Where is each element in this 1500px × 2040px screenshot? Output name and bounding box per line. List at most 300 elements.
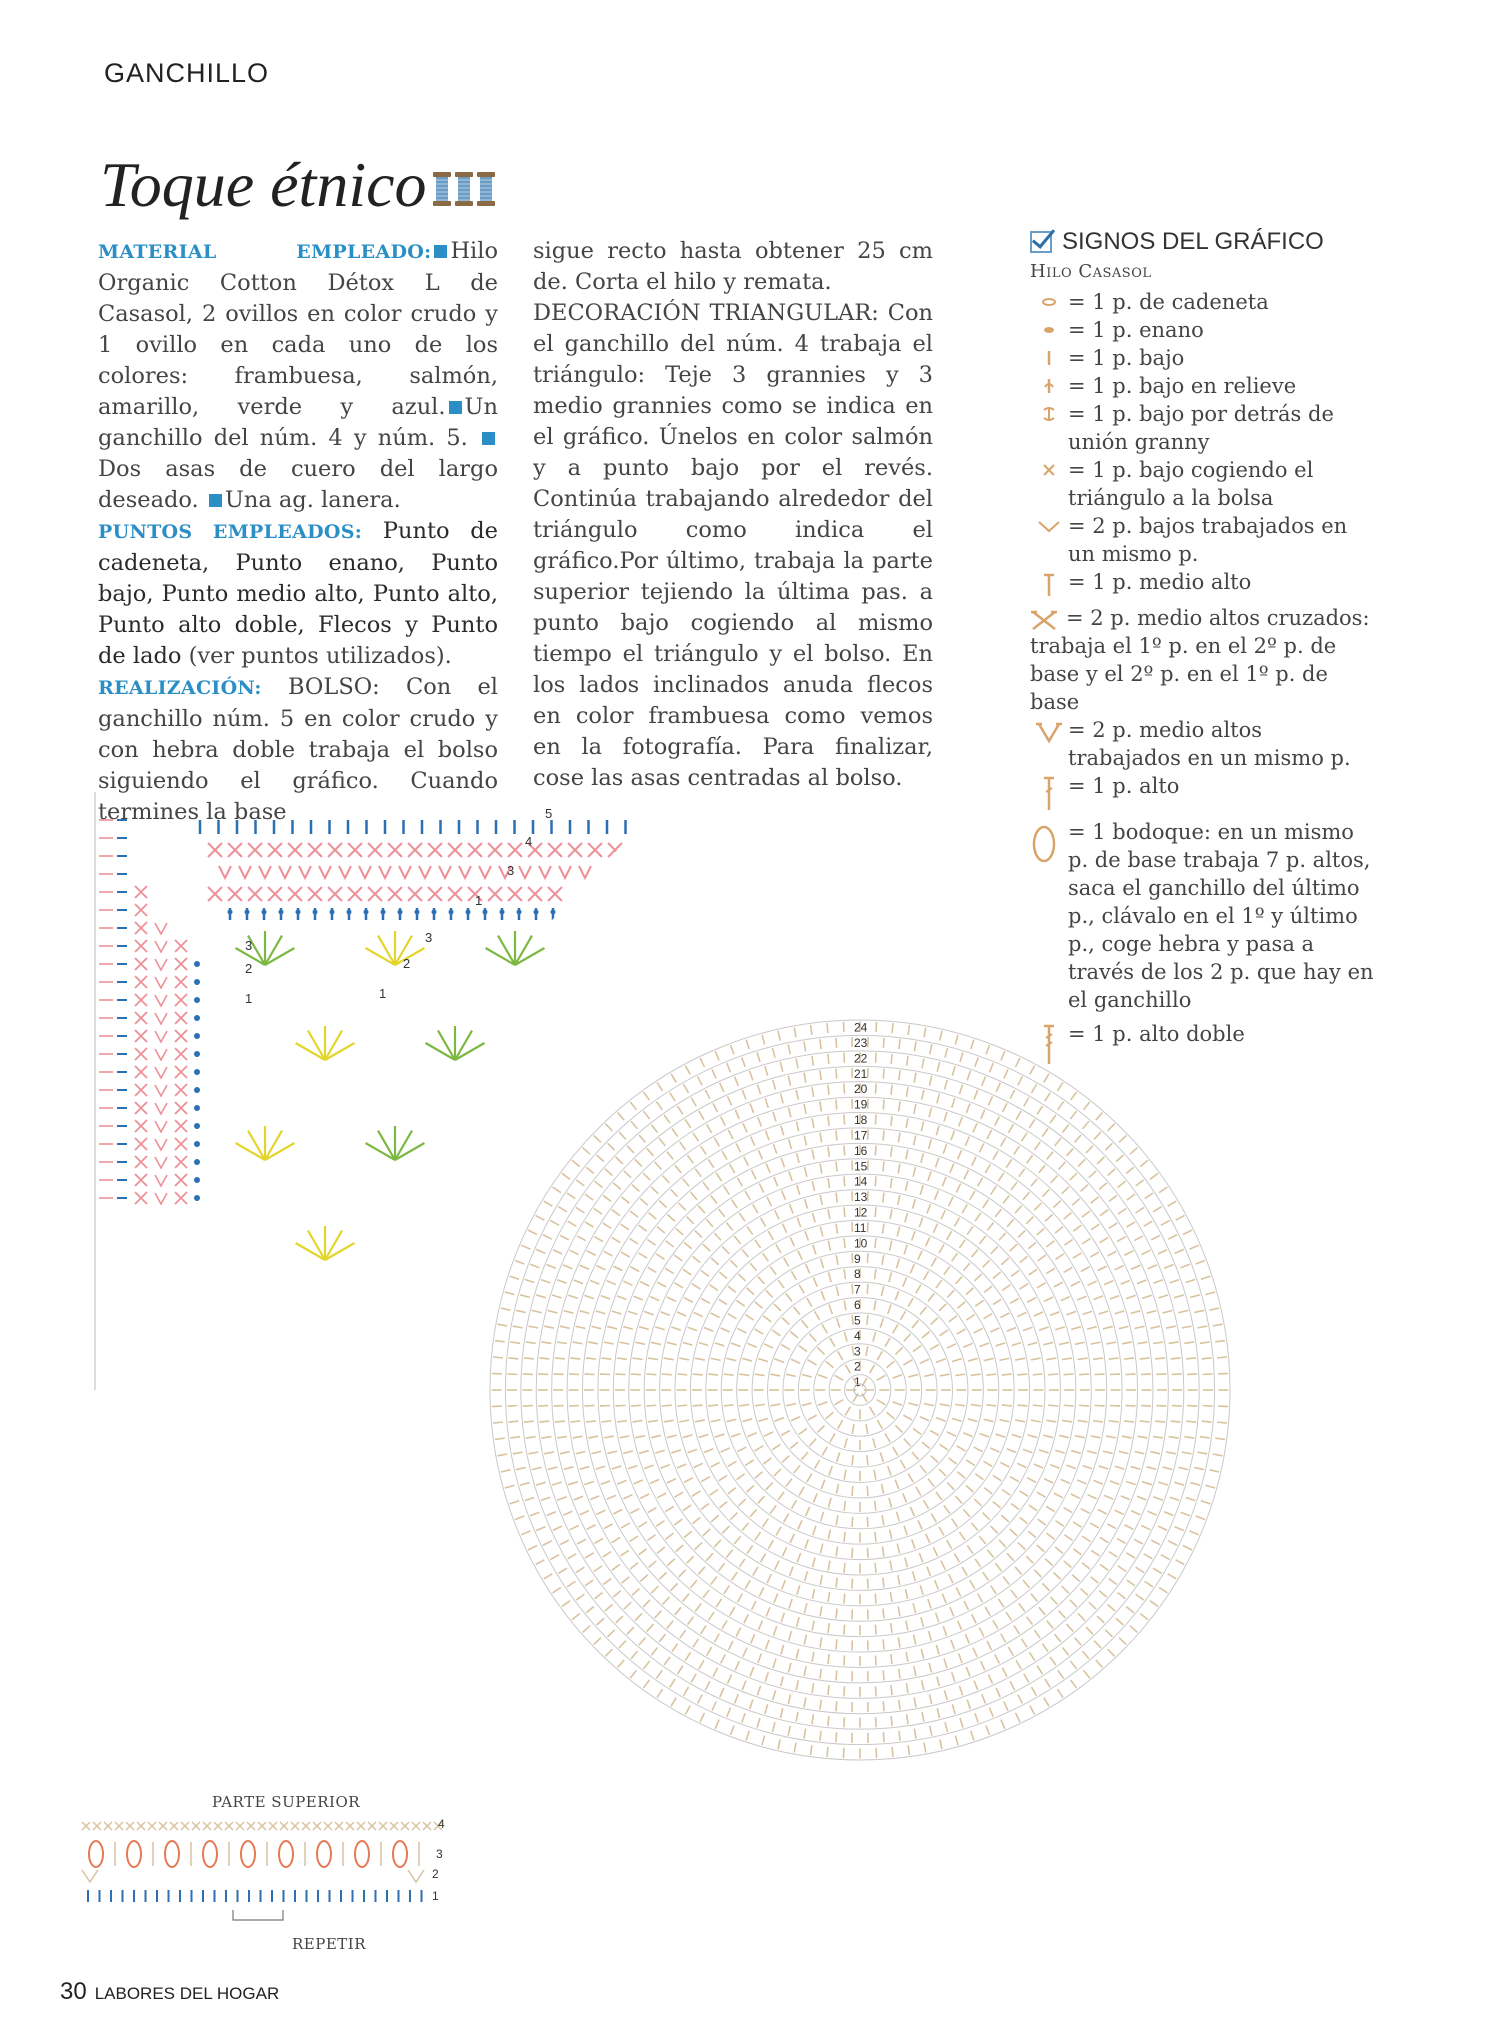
stitch-mark <box>547 1265 556 1269</box>
stitch-mark <box>567 1193 575 1199</box>
stitch-mark <box>807 1298 812 1307</box>
stitch-mark <box>655 1162 662 1169</box>
stitch-mark <box>788 1726 790 1736</box>
stitch-mark <box>774 1304 781 1311</box>
stitch-mark <box>648 1267 657 1272</box>
stitch-mark <box>554 1406 564 1407</box>
stitch-mark <box>1022 1133 1027 1141</box>
stitch-mark <box>1071 1680 1077 1688</box>
stitch-mark <box>1150 1173 1158 1179</box>
stitch-mark <box>635 1436 645 1438</box>
stitch-mark <box>607 1495 616 1499</box>
stitch-mark <box>1131 1265 1140 1269</box>
stitch-mark <box>776 1244 781 1253</box>
stitch-mark <box>646 1405 656 1406</box>
stitch-mark <box>820 1700 821 1710</box>
stitch-mark <box>1001 1138 1006 1147</box>
stitch-mark <box>891 1085 892 1095</box>
stitch-mark <box>906 1683 908 1693</box>
stitch-mark <box>975 1300 983 1306</box>
stitch-mark <box>891 1623 892 1633</box>
stitch-mark <box>791 1271 796 1280</box>
stitch-mark <box>980 1434 989 1437</box>
stitch-mark <box>1044 1698 1049 1707</box>
cross-mark <box>548 887 562 901</box>
stitch-mark <box>983 1513 990 1520</box>
stitch-mark <box>796 1712 798 1722</box>
stitch-mark <box>1153 1207 1162 1212</box>
stitch-mark <box>547 1512 556 1516</box>
relief-single-mark <box>194 1177 200 1183</box>
stitch-mark <box>1055 1138 1061 1146</box>
stitch-mark <box>657 1547 665 1553</box>
stitch-mark <box>984 1358 994 1360</box>
stitch-mark <box>870 1407 875 1416</box>
stitch-mark <box>1168 1201 1177 1206</box>
stitch-mark <box>820 1133 822 1143</box>
relief-single-mark <box>466 910 471 915</box>
stitch-mark <box>1078 1421 1088 1422</box>
stitch-mark <box>1118 1181 1126 1187</box>
cross-mark <box>291 1822 299 1830</box>
stitch-mark <box>1071 1327 1081 1330</box>
relief-single-mark <box>279 910 284 915</box>
stitch-mark <box>670 1093 675 1101</box>
cross-mark <box>280 1822 288 1830</box>
cross-mark <box>115 1822 123 1830</box>
round-number-label: 17 <box>854 1128 868 1143</box>
stitch-mark <box>898 1164 900 1174</box>
stitch-mark <box>1004 1701 1008 1710</box>
stitch-mark <box>701 1271 709 1277</box>
repeat-label: REPETIR <box>292 1935 367 1953</box>
stitch-mark <box>1131 1511 1140 1515</box>
stitch-mark <box>844 1438 847 1448</box>
stitch-mark <box>829 1305 832 1314</box>
stitch-mark <box>1196 1261 1205 1265</box>
stitch-mark <box>1168 1541 1177 1545</box>
stitch-mark <box>883 1038 884 1048</box>
stitch-mark <box>1037 1106 1042 1114</box>
stitch-mark <box>497 1454 507 1456</box>
stitch-mark <box>536 1249 545 1253</box>
relief-single-mark <box>194 1105 200 1111</box>
stitch-mark <box>955 1277 962 1284</box>
round-number-label: 23 <box>854 1035 868 1050</box>
stitch-mark <box>921 1649 923 1659</box>
stitch-mark <box>912 1231 915 1240</box>
stitch-mark <box>844 1501 845 1511</box>
stitch-mark <box>1062 1358 1072 1359</box>
stitch-mark <box>583 1148 591 1155</box>
stitch-mark <box>596 1510 605 1514</box>
stitch-mark <box>900 1460 905 1469</box>
join-granny-icon <box>1030 400 1068 424</box>
stitch-mark <box>659 1201 666 1208</box>
cross-mark <box>175 1066 187 1078</box>
stitch-mark <box>903 1415 912 1420</box>
stitch-mark <box>661 1312 670 1316</box>
stitch-mark <box>809 1439 816 1446</box>
stitch-mark <box>1059 1611 1066 1618</box>
stitch-mark <box>1032 1687 1037 1696</box>
stitch-mark <box>758 1653 762 1662</box>
stitch-mark <box>912 1452 918 1460</box>
stitch-mark <box>648 1508 657 1513</box>
stitch-mark <box>933 1224 937 1233</box>
stitch-mark <box>1007 1219 1014 1226</box>
stitch-mark <box>704 1449 713 1453</box>
stitch-mark <box>721 1328 730 1332</box>
stitch-mark <box>671 1698 676 1707</box>
stitch-mark <box>844 1238 845 1248</box>
stitch-mark <box>550 1555 559 1560</box>
stitch-mark <box>1098 1509 1107 1513</box>
stitch-mark <box>789 1567 793 1576</box>
cross-mark <box>135 1138 147 1150</box>
stitch-mark <box>973 1648 977 1657</box>
stitch-mark <box>906 1118 908 1128</box>
stitch-mark <box>1091 1342 1101 1344</box>
stitch-mark <box>1094 1480 1103 1484</box>
stitch-mark <box>1045 1679 1050 1687</box>
stitch-mark <box>1029 1652 1034 1660</box>
stitch-mark <box>639 1225 647 1231</box>
stitch-mark <box>993 1620 998 1629</box>
stitch-mark <box>603 1579 611 1585</box>
stitch-mark <box>687 1217 694 1224</box>
stitch-mark <box>564 1311 574 1314</box>
legend-item: = 1 p. enano <box>1030 316 1375 344</box>
row-number-label: 4 <box>525 834 533 849</box>
stitch-mark <box>1037 1545 1045 1552</box>
stitch-mark <box>619 1132 626 1139</box>
cross-mark <box>135 886 147 898</box>
stitch-mark <box>1119 1326 1129 1328</box>
cross-mark <box>335 1822 343 1830</box>
stitch-mark <box>675 1607 681 1615</box>
stitch-mark <box>1050 1657 1056 1665</box>
stitch-mark <box>963 1263 970 1271</box>
stitch-mark <box>893 1325 898 1334</box>
cross-mark <box>225 1822 233 1830</box>
cross-mark <box>135 1174 147 1186</box>
stitch-mark <box>1003 1196 1009 1204</box>
stitch-mark <box>957 1472 965 1478</box>
stitch-mark <box>761 1554 766 1563</box>
stitch-mark <box>1184 1437 1194 1438</box>
relief-single-mark <box>313 910 318 915</box>
stitch-mark <box>671 1450 681 1453</box>
stitch-mark <box>828 1716 829 1726</box>
cross-mark <box>408 887 422 901</box>
stitch-mark <box>508 1358 518 1359</box>
stitch-mark <box>1109 1552 1117 1557</box>
stitch-mark <box>715 1343 725 1346</box>
instructions-column-1 <box>98 236 498 828</box>
row-number-label: 1 <box>245 991 253 1006</box>
stitch-mark <box>914 1104 916 1114</box>
stitch-mark <box>1075 1638 1082 1646</box>
stitch-mark <box>908 1374 918 1377</box>
round-number-label: 20 <box>854 1082 868 1097</box>
stitch-mark <box>1186 1497 1196 1500</box>
stitch-mark <box>1176 1560 1185 1565</box>
stitch-mark <box>775 1561 779 1570</box>
stitch-mark <box>675 1165 681 1173</box>
stitch-mark <box>941 1210 945 1219</box>
cross-mark <box>288 843 302 857</box>
increase-mark <box>399 866 411 878</box>
stitch-mark <box>752 1170 756 1179</box>
stitch-mark <box>1048 1405 1058 1406</box>
stitch-mark <box>539 1421 549 1422</box>
stitch-mark <box>730 1260 737 1267</box>
stitch-mark <box>919 1553 922 1562</box>
stitch-mark <box>1055 1450 1065 1453</box>
stitch-mark <box>1047 1241 1055 1247</box>
stitch-mark <box>607 1326 617 1328</box>
stitch-mark <box>630 1211 638 1217</box>
stitch-mark <box>935 1191 939 1200</box>
stitch-mark <box>764 1344 773 1348</box>
stitch-mark <box>643 1600 650 1607</box>
stitch-mark <box>623 1327 633 1330</box>
stitch-mark <box>993 1272 1001 1278</box>
stitch-mark <box>781 1158 784 1167</box>
stitch-mark <box>710 1285 718 1291</box>
stitch-mark <box>999 1358 1009 1360</box>
stitch-mark <box>1150 1326 1160 1328</box>
stitch-mark <box>521 1245 530 1249</box>
stitch-mark <box>797 1585 800 1595</box>
stitch-mark <box>1071 1282 1080 1286</box>
stitch-mark <box>651 1648 657 1656</box>
stitch-mark <box>1088 1495 1097 1499</box>
stitch-mark <box>544 1326 554 1328</box>
stitch-mark <box>695 1603 701 1611</box>
stitch-mark <box>767 1574 771 1583</box>
stitch-mark <box>974 1499 981 1506</box>
stitch-mark <box>899 1070 900 1080</box>
cross-mark <box>368 843 382 857</box>
stitch-mark <box>1089 1602 1096 1609</box>
increase-mark <box>155 1157 167 1168</box>
stitch-mark <box>621 1252 630 1257</box>
stitch-mark <box>775 1359 784 1362</box>
stitch-mark <box>1086 1627 1093 1634</box>
stitch-mark <box>711 1420 721 1422</box>
stitch-mark <box>719 1563 725 1571</box>
stitch-mark <box>1209 1470 1219 1472</box>
stitch-mark <box>1131 1467 1141 1470</box>
cross-mark <box>388 843 402 857</box>
stitch-mark <box>928 1172 931 1182</box>
stitch-mark <box>758 1621 762 1630</box>
increase-mark <box>279 866 291 878</box>
stitch-mark <box>1017 1374 1027 1375</box>
stitch-mark <box>742 1419 752 1422</box>
stitch-mark <box>875 1594 876 1604</box>
stitch-mark <box>601 1421 611 1422</box>
stitch-mark <box>775 1418 784 1421</box>
stitch-mark <box>597 1618 604 1625</box>
stitch-mark <box>1020 1284 1028 1289</box>
stitch-mark <box>963 1433 972 1437</box>
stitch-mark <box>1144 1554 1153 1559</box>
round-number-label: 6 <box>854 1298 861 1313</box>
bobble-mark <box>127 1841 141 1867</box>
stitch-mark <box>604 1436 614 1438</box>
stitch-mark <box>937 1094 940 1104</box>
stitch-mark <box>713 1668 718 1677</box>
cross-mark <box>175 1012 187 1024</box>
stitch-mark <box>1166 1452 1176 1454</box>
stitch-mark <box>1108 1649 1115 1656</box>
stitch-mark <box>789 1139 792 1149</box>
stitch-mark <box>802 1403 812 1406</box>
stitch-mark <box>688 1449 697 1452</box>
hook-text: Un ganchillo del núm. 4 y núm. 5. <box>98 394 498 451</box>
stitch-mark <box>852 1284 853 1294</box>
stitch-mark <box>510 1437 520 1438</box>
stitch-mark <box>882 1224 883 1234</box>
stitch-mark <box>695 1230 702 1237</box>
stitch-mark <box>766 1290 773 1297</box>
stitch-mark <box>844 1532 845 1542</box>
stitch-mark <box>671 1189 678 1196</box>
row-number-label: 2 <box>245 961 253 976</box>
stitch-mark <box>1114 1266 1123 1270</box>
stitch-mark <box>1168 1235 1177 1239</box>
stitch-mark <box>680 1630 686 1638</box>
stitch-mark <box>955 1496 962 1503</box>
stitch-mark <box>897 1227 899 1237</box>
stitch-mark <box>1087 1451 1097 1454</box>
stitch-mark <box>773 1722 775 1732</box>
stitch-mark <box>1200 1437 1210 1438</box>
row-number-label: 2 <box>403 956 411 971</box>
stitch-mark <box>1186 1279 1196 1282</box>
stitch-mark <box>757 1718 760 1728</box>
stitch-mark <box>670 1679 675 1687</box>
stitch-mark <box>1078 1358 1088 1359</box>
stitch-mark <box>1043 1435 1053 1437</box>
stitch-mark <box>1217 1422 1227 1423</box>
stitch-mark <box>1000 1462 1009 1467</box>
stitch-mark <box>836 1193 837 1203</box>
stitch-mark <box>830 1433 835 1442</box>
cross-mark <box>328 887 342 901</box>
stitch-mark <box>604 1251 613 1256</box>
stitch-mark <box>1006 1612 1012 1620</box>
stitch-mark <box>1045 1214 1052 1221</box>
stitch-mark <box>907 1056 908 1066</box>
stitch-mark <box>612 1537 621 1542</box>
stitch-mark <box>995 1654 1000 1663</box>
stitch-mark <box>1100 1537 1109 1542</box>
stitch-mark <box>1130 1148 1138 1155</box>
stitch-mark <box>708 1159 714 1167</box>
stitch-mark <box>711 1462 720 1467</box>
stitch-mark <box>755 1472 763 1478</box>
stitch-mark <box>646 1374 656 1375</box>
stitch-mark <box>674 1492 683 1497</box>
stitch-mark <box>624 1602 631 1609</box>
stitch-mark <box>898 1638 900 1648</box>
relief-single-mark <box>483 910 488 915</box>
stitch-mark <box>931 1513 936 1522</box>
stitch-mark <box>594 1237 603 1242</box>
stitch-mark <box>1075 1135 1082 1143</box>
stitch-mark <box>724 1585 730 1593</box>
stitch-mark <box>926 1534 930 1543</box>
stitch-mark <box>852 1517 853 1527</box>
stitch-mark <box>1126 1481 1135 1484</box>
stitch-mark <box>647 1624 654 1632</box>
stitch-mark <box>788 1076 790 1086</box>
stitch-mark <box>716 1599 722 1607</box>
stitch-mark <box>719 1501 727 1507</box>
stitch-mark <box>1073 1253 1082 1258</box>
stitch-mark <box>966 1104 970 1113</box>
stitch-mark <box>684 1478 693 1483</box>
increase-mark <box>155 1031 167 1042</box>
cross-mark <box>135 1066 147 1078</box>
stitch-mark <box>1042 1189 1049 1196</box>
stitch-mark <box>773 1112 776 1122</box>
stitch-mark <box>567 1581 575 1587</box>
stitch-mark <box>1141 1250 1150 1254</box>
stitch-mark <box>744 1157 748 1166</box>
stitch-mark <box>996 1343 1006 1346</box>
stitch-mark <box>972 1157 976 1166</box>
stitch-mark <box>1183 1230 1192 1234</box>
cross-mark <box>488 887 502 901</box>
stitch-mark <box>837 1452 840 1462</box>
stitch-mark <box>942 1177 946 1186</box>
stitch-mark <box>1039 1327 1049 1330</box>
stitch-mark <box>586 1606 594 1612</box>
stitch-mark <box>731 1343 740 1346</box>
stitch-mark <box>662 1374 672 1375</box>
stitch-mark <box>1031 1420 1041 1422</box>
stitch-mark <box>677 1106 682 1114</box>
stitch-mark <box>947 1290 954 1297</box>
stitch-mark <box>1018 1543 1025 1550</box>
round-number-label: 4 <box>854 1328 861 1343</box>
stitch-mark <box>991 1247 998 1254</box>
stitch-mark <box>919 1218 922 1227</box>
stitch-mark <box>1127 1580 1135 1586</box>
round-number-label: 3 <box>854 1344 861 1359</box>
stitch-mark <box>1141 1525 1150 1529</box>
stitch-mark <box>1020 1491 1028 1496</box>
stitch-mark <box>1182 1326 1192 1328</box>
cross-mark <box>203 1822 211 1830</box>
cross-mark <box>248 887 262 901</box>
stitch-mark <box>1055 1634 1061 1642</box>
stitch-mark <box>968 1358 978 1361</box>
relief-single-icon <box>1030 372 1068 396</box>
stitch-mark <box>1097 1157 1104 1164</box>
stitch-mark <box>1148 1511 1157 1515</box>
stitch-mark <box>568 1554 577 1559</box>
stitch-mark <box>755 1240 761 1248</box>
stitch-mark <box>999 1420 1009 1422</box>
stitch-mark <box>900 1311 905 1320</box>
stitch-mark <box>757 1686 760 1695</box>
